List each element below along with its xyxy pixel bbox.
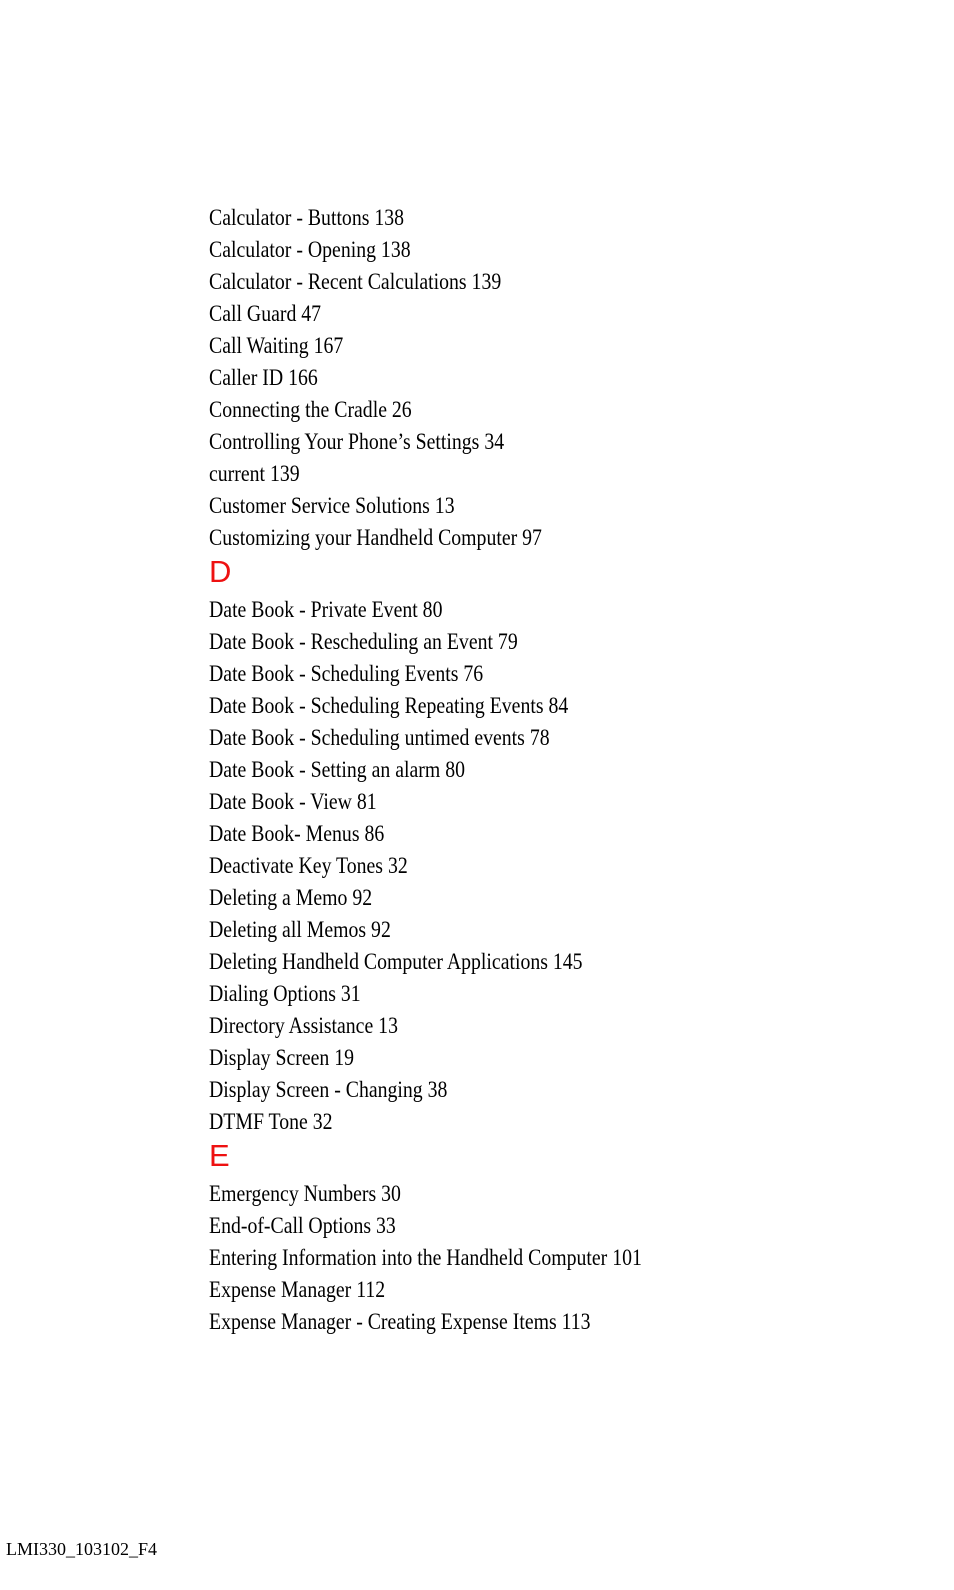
index-entry: Deleting Handheld Computer Applications 145 [209,949,583,974]
index-entry: current 139 [209,461,300,486]
index-entry: Caller ID 166 [209,365,318,390]
index-entry: End-of-Call Options 33 [209,1213,396,1238]
index-entry: Display Screen 19 [209,1045,355,1070]
index-entry: Date Book - View 81 [209,789,377,814]
section-letter-d: D [209,554,232,589]
index-entry: Controlling Your Phone’s Settings 34 [209,429,505,454]
index-entry: Deactivate Key Tones 32 [209,853,408,878]
index-entry: Date Book - Setting an alarm 80 [209,757,465,782]
index-entry: Expense Manager - Creating Expense Items 113 [209,1309,591,1334]
index-entry: Entering Information into the Handheld Computer 101 [209,1245,642,1270]
index-entry: Call Waiting 167 [209,333,344,358]
index-entry: Call Guard 47 [209,301,322,326]
index-entry: Deleting a Memo 92 [209,885,373,910]
index-entry: Customer Service Solutions 13 [209,493,455,518]
index-entry: Calculator - Opening 138 [209,237,411,262]
index-entry: Expense Manager 112 [209,1277,386,1302]
document-footer-id: LMI330_103102_F4 [6,1539,158,1559]
index-entry: Date Book - Scheduling untimed events 78 [209,725,550,750]
index-entry: Date Book - Scheduling Events 76 [209,661,484,686]
index-entry: Date Book- Menus 86 [209,821,385,846]
index-entry: Calculator - Recent Calculations 139 [209,269,502,294]
index-entry: Connecting the Cradle 26 [209,397,412,422]
index-entry: Dialing Options 31 [209,981,361,1006]
index-entry: Date Book - Scheduling Repeating Events 84 [209,693,569,718]
section-letter-e: E [209,1138,230,1173]
index-entry: Display Screen - Changing 38 [209,1077,448,1102]
index-entry: Customizing your Handheld Computer 97 [209,525,542,550]
index-entry: Directory Assistance 13 [209,1013,398,1038]
index-entry: Emergency Numbers 30 [209,1181,401,1206]
index-entry: DTMF Tone 32 [209,1109,333,1134]
index-entry: Deleting all Memos 92 [209,917,391,942]
index-entry: Date Book - Private Event 80 [209,597,443,622]
index-entry: Date Book - Rescheduling an Event 79 [209,629,518,654]
index-entry: Calculator - Buttons 138 [209,205,405,230]
